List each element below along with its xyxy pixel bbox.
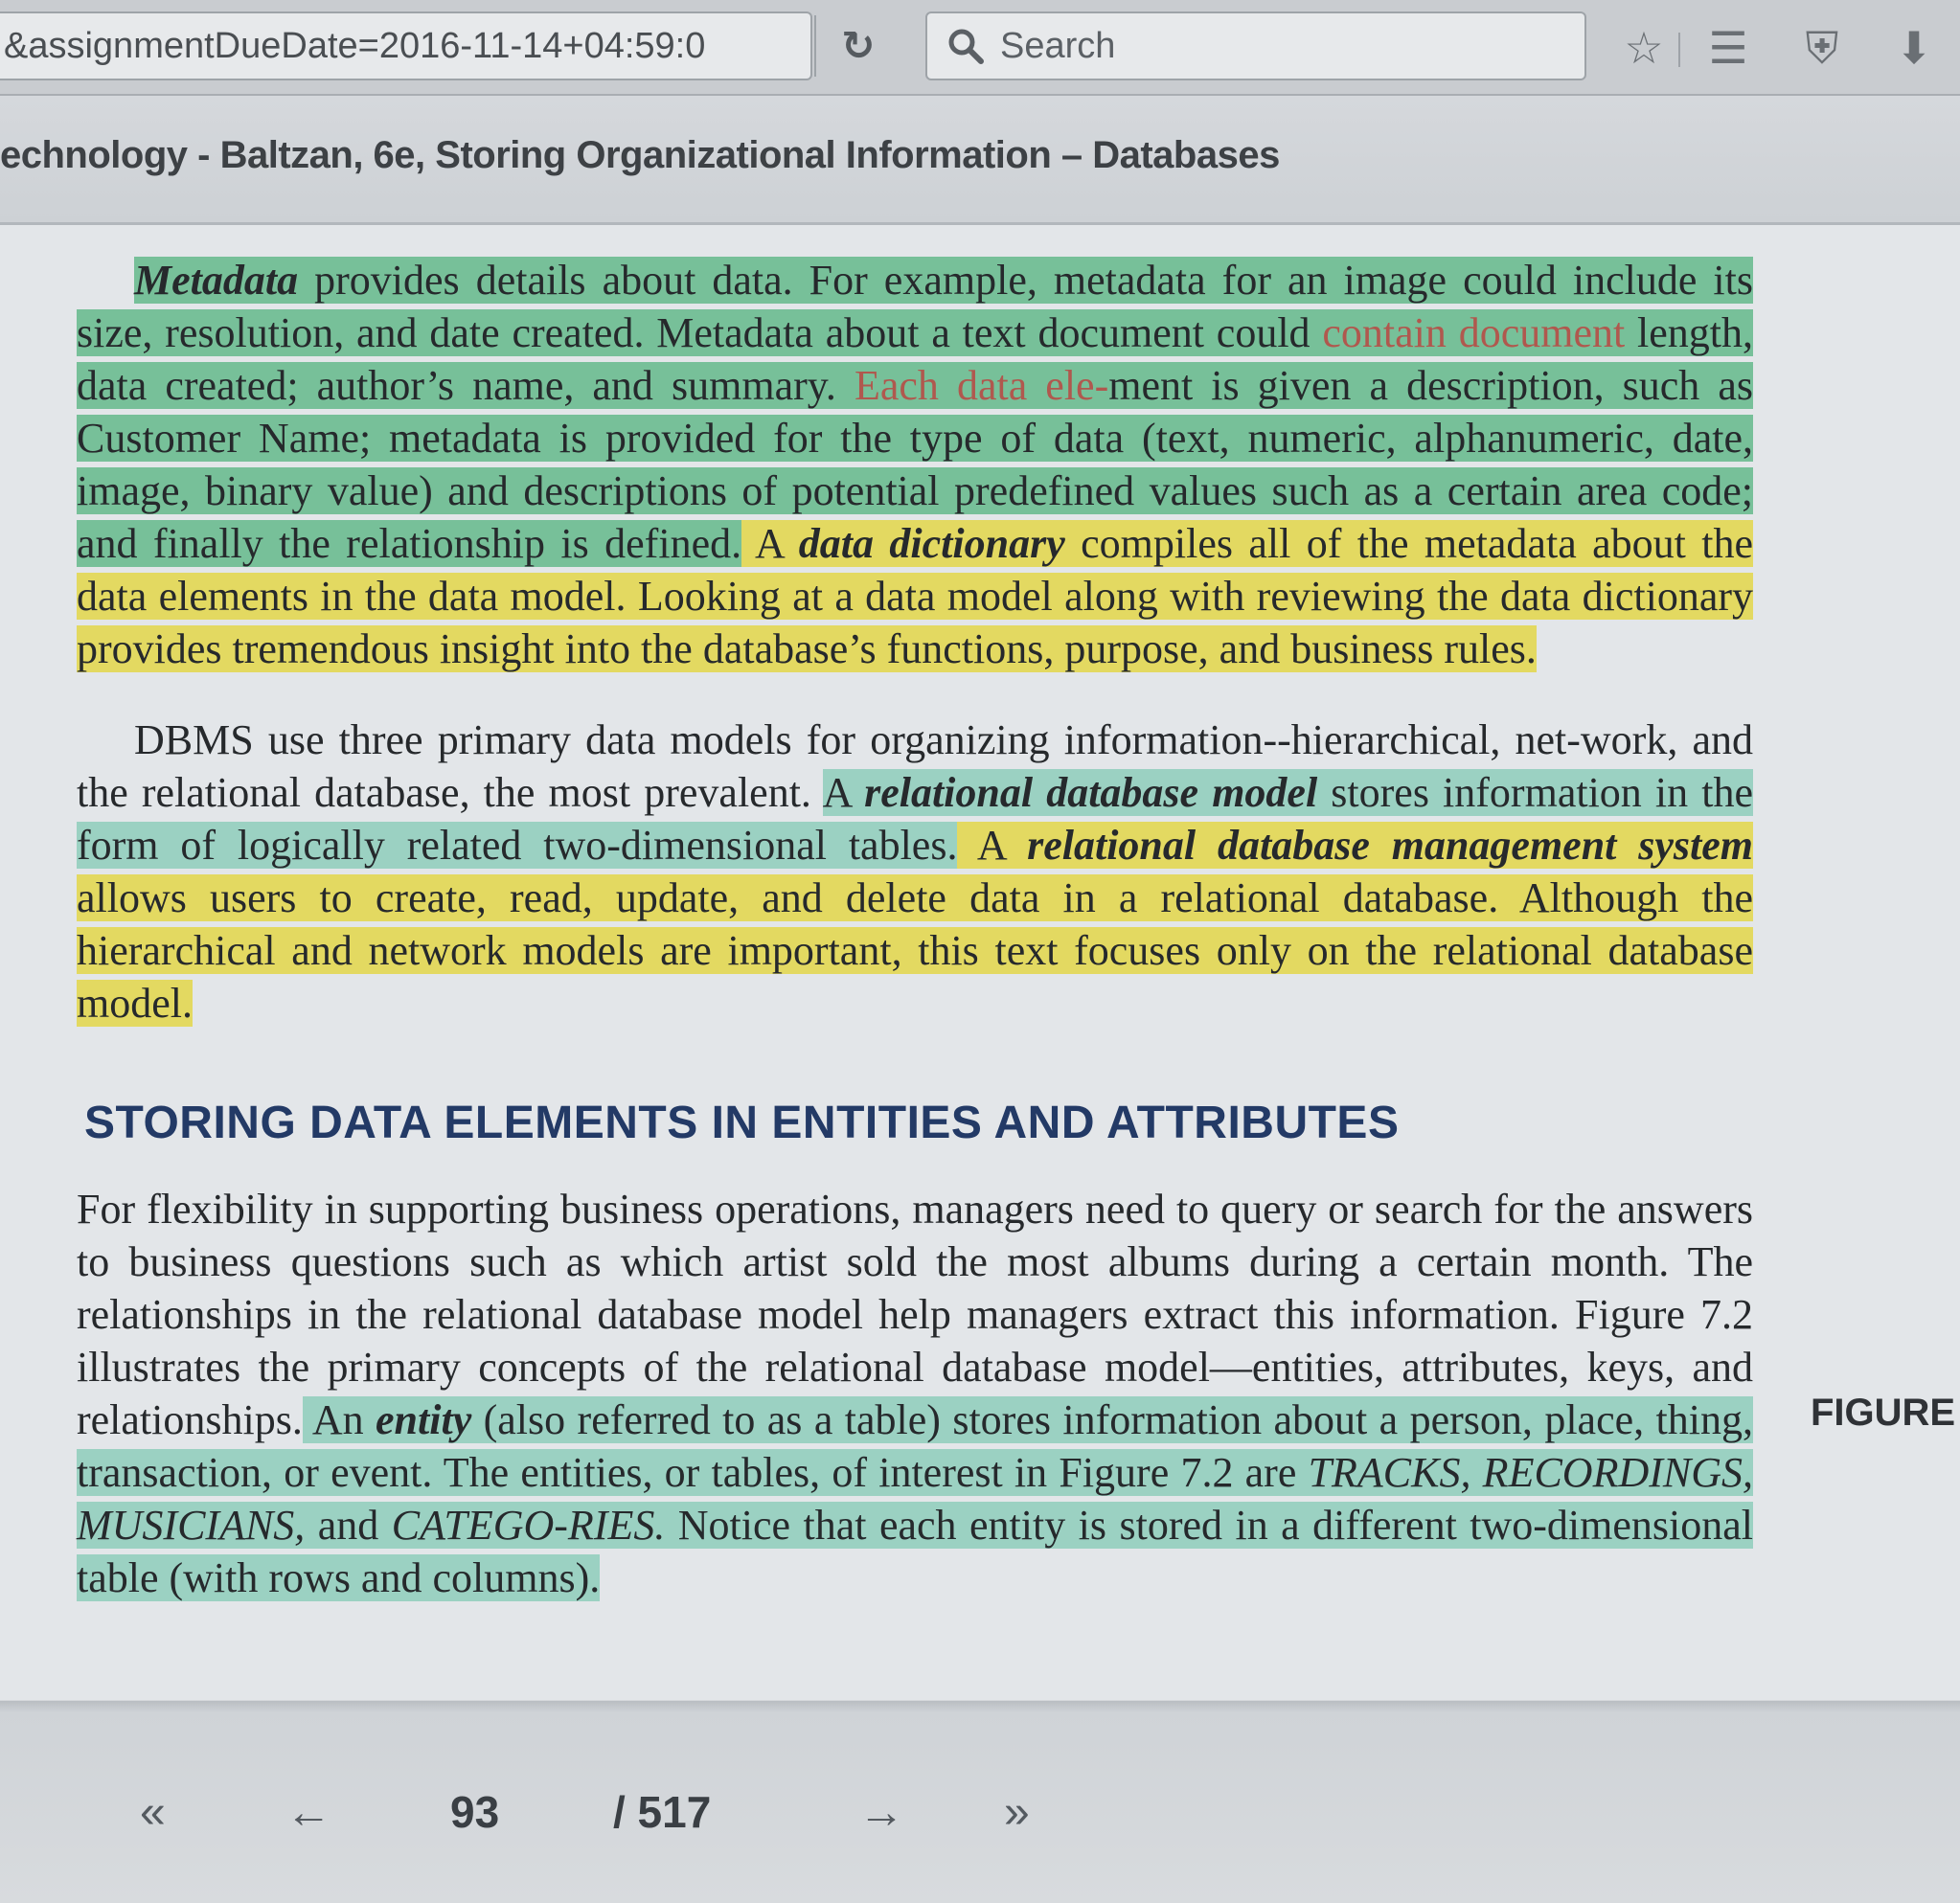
paragraph-text: contain document	[1322, 309, 1626, 356]
term-data-dictionary: data dictionary	[798, 520, 1065, 567]
shield-icon[interactable]: ⛨	[1805, 22, 1839, 74]
last-page-button[interactable]: »	[1004, 1787, 1030, 1838]
paragraph-text: An	[302, 1396, 376, 1443]
paragraph-text: Each data ele-	[854, 362, 1109, 409]
paragraph-text: (also referred to as a table) stores information about a person, place, thing, transaction, or event. The entities, or tables, of interest in Figure 7.2 are	[77, 1396, 1753, 1496]
search-input[interactable]	[925, 11, 1586, 80]
document-titlebar	[0, 96, 1960, 225]
toolbar-divider	[1678, 33, 1680, 67]
paragraph-metadata	[77, 254, 1753, 675]
term-rdbms: relational database management system	[1027, 822, 1753, 869]
paragraph-data-models	[77, 714, 1753, 1030]
entity-names: CATEGO-RIES.	[391, 1502, 666, 1549]
paragraph-text: ment is given a description, such as Customer Name; metadata is provided for the type of data (text, numeric, alphanumeric, date, image, binary value) and descriptions of potential predefined values such as a certain area code; and finally the relationship is defined.	[77, 362, 1754, 567]
paragraph-text: compiles all of the metadata about the data elements in the data model. Looking at a data model along with reviewing the data dictionary provides tremendous insight into the database’s functions, purpose, and business rules.	[77, 520, 1754, 672]
paragraph-text: A	[957, 822, 1028, 869]
term-metadata: Metadata	[134, 257, 299, 304]
paragraph-text: A	[822, 769, 865, 816]
paragraph-entities	[77, 1183, 1753, 1604]
paragraph-text: stores information in the form of logically related two-dimensional tables.	[77, 769, 1753, 869]
paragraph-text: length, data created; author’s name, and summary.	[77, 309, 1754, 409]
document-page	[0, 225, 1960, 1700]
reload-icon[interactable]: ↻	[814, 15, 900, 77]
total-pages: / 517	[613, 1787, 712, 1837]
address-bar[interactable]	[0, 11, 812, 80]
first-page-button[interactable]: «	[140, 1787, 166, 1838]
term-relational-database-model: relational database model	[864, 769, 1318, 816]
term-entity: entity	[376, 1396, 472, 1443]
search-placeholder: Search	[1000, 26, 1116, 66]
paragraph-text: and	[305, 1502, 392, 1549]
reading-list-icon[interactable]: ☰	[1708, 22, 1748, 74]
url-text[interactable]: &assignmentDueDate=2016-11-14+04:59:0	[4, 26, 706, 66]
paragraph-text: A	[741, 520, 799, 567]
entity-names: TRACKS, RECORDINGS, MUSICIANS,	[77, 1449, 1753, 1549]
bookmark-star-icon[interactable]: ☆	[1624, 22, 1664, 74]
current-page-input[interactable]: 93	[450, 1787, 500, 1837]
next-page-button[interactable]: →	[858, 1787, 904, 1838]
document-title: echnology - Baltzan, 6e, Storing Organizational Information – Databases	[0, 134, 1280, 176]
paragraph-text: provides details about data. For example, metadata for an image could include its size, resolution, and date created. Metadata about a text document could	[77, 257, 1753, 356]
paragraph-text: DBMS use three primary data models for organizing information--hierarchical, net-work, and the relational database, the most prevalent.	[77, 716, 1753, 816]
search-icon	[946, 27, 985, 65]
paragraph-text: Notice that each entity is stored in a different two-dimensional table (with rows and columns).	[77, 1502, 1753, 1601]
section-heading: STORING DATA ELEMENTS IN ENTITIES AND ATTRIBUTES	[84, 1098, 1400, 1148]
paragraph-text: allows users to create, read, update, and delete data in a relational database. Although the hierarchical and network models are important, this text focuses only on the relational database model.	[77, 874, 1753, 1027]
download-icon[interactable]: ⬇	[1895, 22, 1933, 74]
previous-page-button[interactable]: ←	[285, 1787, 331, 1838]
figure-label: FIGURE	[1811, 1392, 1956, 1434]
paragraph-text: For flexibility in supporting business operations, managers need to query or search for the answers to business questions such as which artist sold the most albums during a certain month. The relationships in the relational database model help managers extract this information. Figure 7.2 illustrates the primary concepts of the relational database model—entities, attributes, keys, and relationships.	[77, 1186, 1753, 1443]
browser-toolbar	[0, 0, 1960, 96]
